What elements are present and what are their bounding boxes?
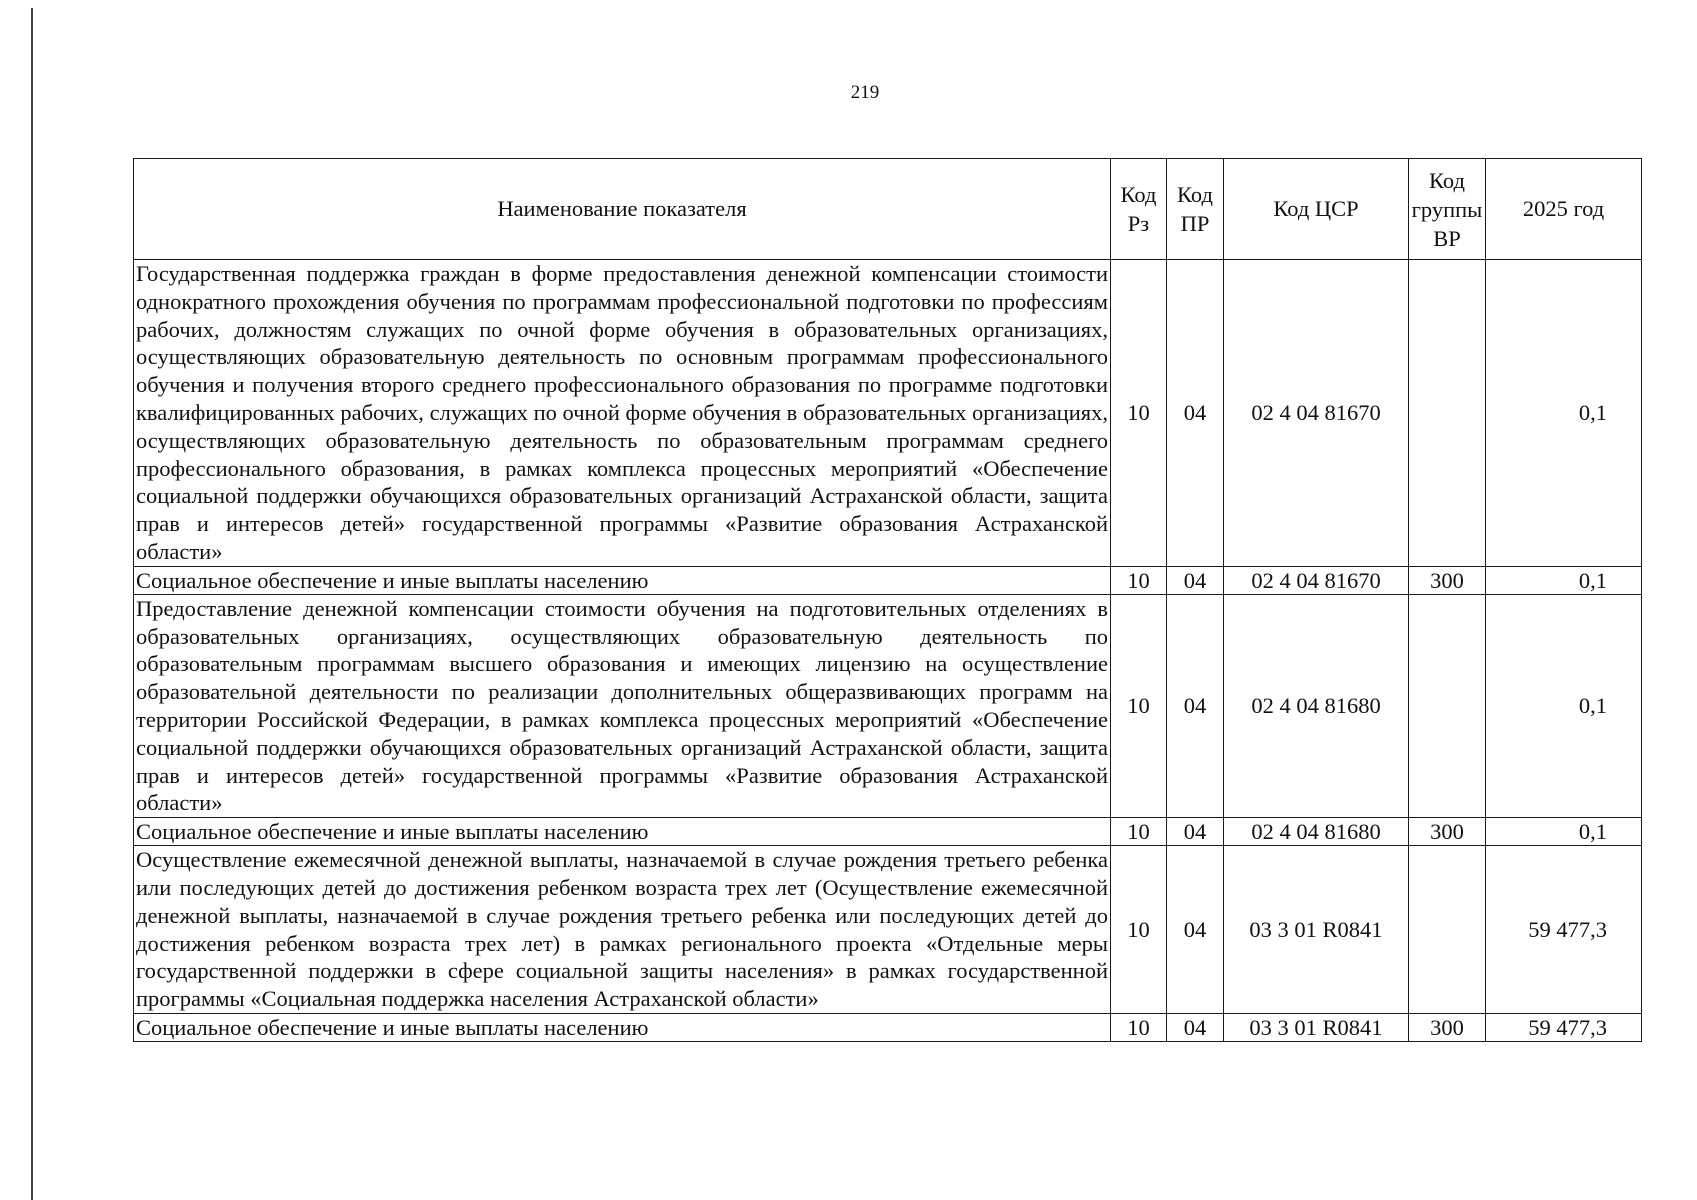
row-csr: 02 4 04 81680 bbox=[1224, 818, 1409, 846]
row-csr: 02 4 04 81670 bbox=[1224, 566, 1409, 594]
row-rz: 10 bbox=[1111, 846, 1167, 1014]
row-pr: 04 bbox=[1167, 594, 1224, 817]
table-row bbox=[134, 260, 1642, 567]
row-name: Социальное обеспечение и иные выплаты населению bbox=[134, 1013, 1111, 1041]
row-amount: 0,1 bbox=[1486, 260, 1642, 567]
row-amount: 0,1 bbox=[1486, 594, 1642, 817]
page-number: 219 bbox=[850, 82, 880, 103]
row-vr bbox=[1409, 846, 1486, 1014]
row-pr: 04 bbox=[1167, 846, 1224, 1014]
row-vr bbox=[1409, 594, 1486, 817]
row-amount: 0,1 bbox=[1486, 566, 1642, 594]
row-amount: 59 477,3 bbox=[1486, 846, 1642, 1014]
row-pr: 04 bbox=[1167, 566, 1224, 594]
header-year: 2025 год bbox=[1486, 159, 1642, 260]
row-vr: 300 bbox=[1409, 818, 1486, 846]
row-amount: 0,1 bbox=[1486, 818, 1642, 846]
row-name: Осуществление ежемесячной денежной выплаты, назначаемой в случае рождения третьего ребенка или последующих детей до достижения ребенком возраста трех лет (Осуществление ежемесячной денежной выплаты, назначаемой в случае рождения третьего ребенка или последующих детей до достижения ребенком возраста трех лет) в рамках регионального проекта «Отдельные меры государственной поддержки в сфере социальной защиты населения» в рамках государственной программы «Социальная поддержка населения Астраханской области» bbox=[134, 846, 1111, 1014]
row-name: Государственная поддержка граждан в форме предоставления денежной компенсации стоимости однократного прохождения обучения по программам профессиональной подготовки по профессиям рабочих, должностям служащих по очной форме обучения в образовательных организациях, осуществляющих образовательную деятельность по основным программам профессионального обучения и получения второго среднего профессионального образования по программе подготовки квалифицированных рабочих, служащих по очной форме обучения в образовательных организациях, осуществляющих образовательную деятельность по образовательным программам среднего профессионального образования, в рамках комплекса процессных мероприятий «Обеспечение социальной поддержки обучающихся образовательных организаций Астраханской области, защита прав и интересов детей» государственной программы «Развитие образования Астраханской области» bbox=[134, 260, 1111, 567]
row-csr: 02 4 04 81670 bbox=[1224, 260, 1409, 567]
row-name: Социальное обеспечение и иные выплаты населению bbox=[134, 566, 1111, 594]
header-csr: Код ЦСР bbox=[1224, 159, 1409, 260]
row-csr: 02 4 04 81680 bbox=[1224, 594, 1409, 817]
row-rz: 10 bbox=[1111, 260, 1167, 567]
table-header-row bbox=[134, 159, 1642, 260]
row-pr: 04 bbox=[1167, 1013, 1224, 1041]
budget-table bbox=[133, 158, 1642, 1042]
header-pr: Код ПР bbox=[1167, 159, 1224, 260]
row-name: Предоставление денежной компенсации стоимости обучения на подготовительных отделениях в образовательных организациях, осуществляющих образовательную деятельность по образовательным программам высшего образования и имеющих лицензию на осуществление образовательной деятельности по реализации дополнительных общеразвивающих программ на территории Российской Федерации, в рамках комплекса процессных мероприятий «Обеспечение социальной поддержки обучающихся образовательных организаций Астраханской области, защита прав и интересов детей» государственной программы «Развитие образования Астраханской области» bbox=[134, 594, 1111, 817]
table-row bbox=[134, 818, 1642, 846]
header-rz: Код Рз bbox=[1111, 159, 1167, 260]
row-vr: 300 bbox=[1409, 1013, 1486, 1041]
header-vr: Код группы ВР bbox=[1409, 159, 1486, 260]
row-rz: 10 bbox=[1111, 1013, 1167, 1041]
row-rz: 10 bbox=[1111, 818, 1167, 846]
table-row bbox=[134, 566, 1642, 594]
table-row bbox=[134, 1013, 1642, 1041]
row-vr: 300 bbox=[1409, 566, 1486, 594]
row-amount: 59 477,3 bbox=[1486, 1013, 1642, 1041]
row-pr: 04 bbox=[1167, 818, 1224, 846]
row-rz: 10 bbox=[1111, 566, 1167, 594]
left-margin-line bbox=[31, 8, 33, 1200]
table-row bbox=[134, 594, 1642, 817]
row-csr: 03 3 01 R0841 bbox=[1224, 1013, 1409, 1041]
row-name: Социальное обеспечение и иные выплаты населению bbox=[134, 818, 1111, 846]
row-rz: 10 bbox=[1111, 594, 1167, 817]
header-name: Наименование показателя bbox=[134, 159, 1111, 260]
row-vr bbox=[1409, 260, 1486, 567]
row-csr: 03 3 01 R0841 bbox=[1224, 846, 1409, 1014]
table-row bbox=[134, 846, 1642, 1014]
row-pr: 04 bbox=[1167, 260, 1224, 567]
